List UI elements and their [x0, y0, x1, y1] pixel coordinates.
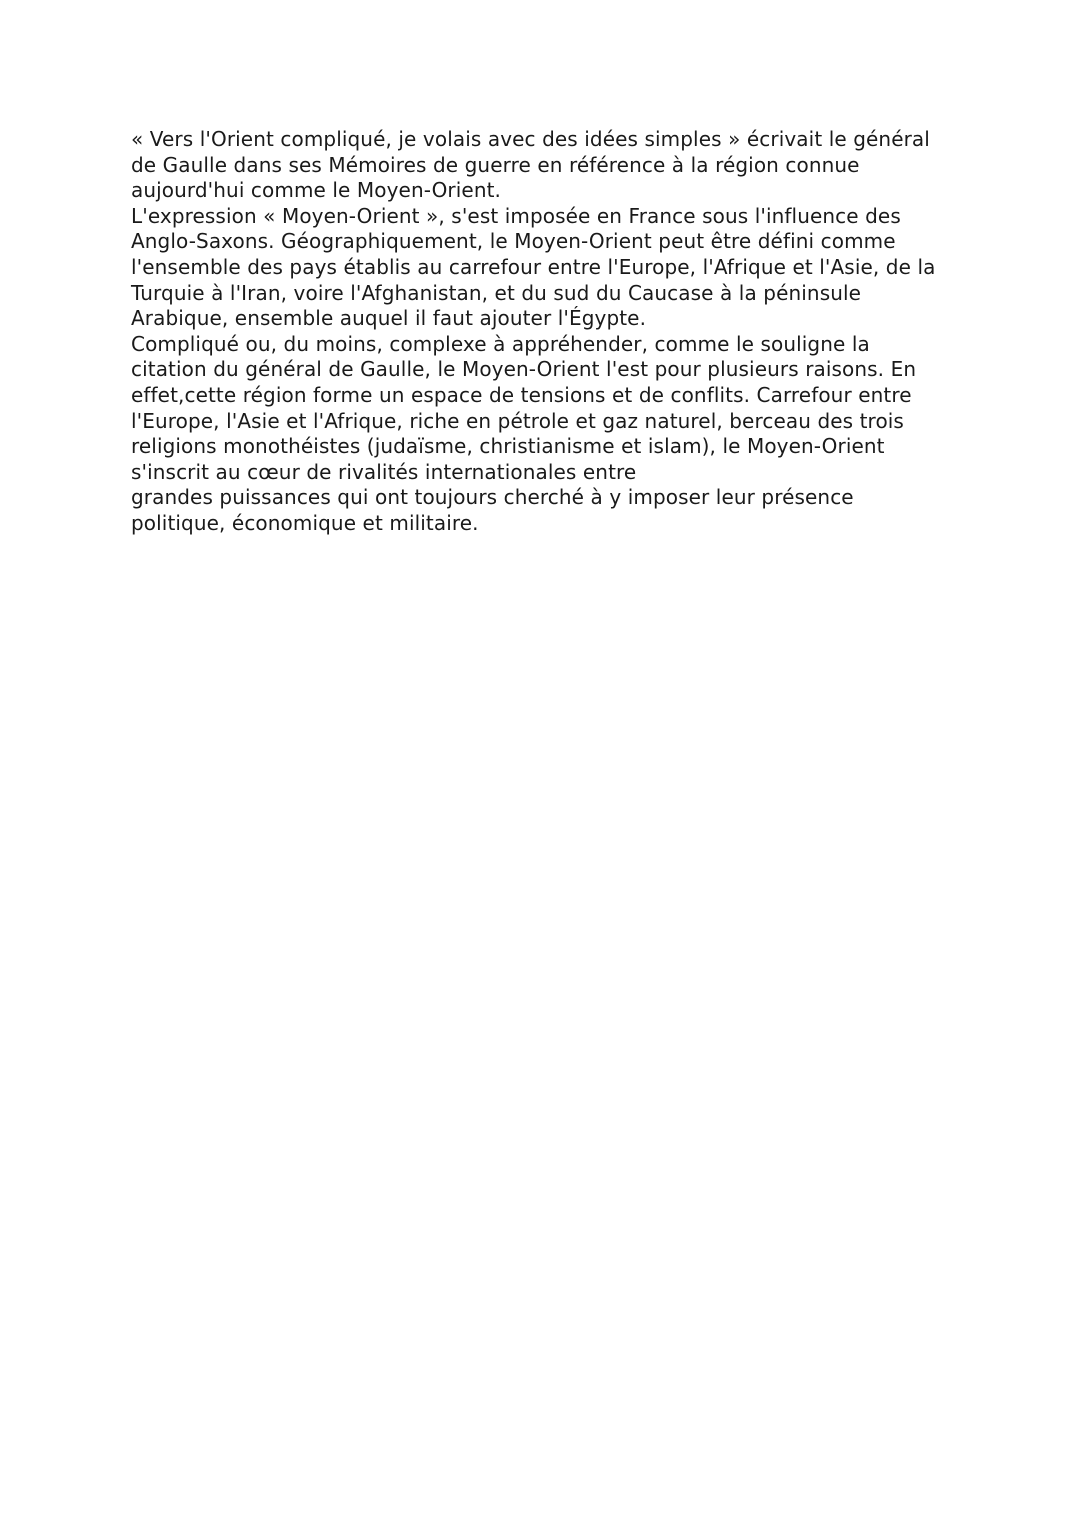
text-line: de Gaulle dans ses Mémoires de guerre en référence à la région connue [131, 152, 860, 177]
text-line: grandes puissances qui ont toujours cherché à y imposer leur présence [131, 485, 854, 510]
text-line: l'ensemble des pays établis au carrefour entre l'Europe, l'Afrique et l'Asie, de la [131, 254, 936, 279]
text-line: effet,cette région forme un espace de tensions et de conflits. Carrefour entre [131, 382, 912, 407]
text-line: Compliqué ou, du moins, complexe à appréhender, comme le souligne la [131, 331, 870, 356]
text-line: religions monothéistes (judaïsme, christianisme et islam), le Moyen-Orient [131, 434, 885, 459]
text-line: aujourd'hui comme le Moyen-Orient. [131, 178, 501, 203]
text-line: Turquie à l'Iran, voire l'Afghanistan, et du sud du Caucase à la péninsule [131, 280, 862, 305]
text-line: citation du général de Gaulle, le Moyen-Orient l'est pour plusieurs raisons. En [131, 357, 917, 382]
text-line: Anglo-Saxons. Géographiquement, le Moyen-Orient peut être défini comme [131, 229, 896, 254]
text-line: politique, économique et militaire. [131, 510, 479, 535]
body-text [131, 127, 961, 537]
text-line: « Vers l'Orient compliqué, je volais avec des idées simples » écrivait le général [131, 127, 930, 151]
text-line: L'expression « Moyen-Orient », s'est imposée en France sous l'influence des [131, 203, 901, 228]
text-line: l'Europe, l'Asie et l'Afrique, riche en pétrole et gaz naturel, berceau des trois [131, 408, 904, 433]
text-line: Arabique, ensemble auquel il faut ajouter l'Égypte. [131, 306, 647, 331]
text-line: s'inscrit au cœur de rivalités internationales entre [131, 459, 637, 484]
